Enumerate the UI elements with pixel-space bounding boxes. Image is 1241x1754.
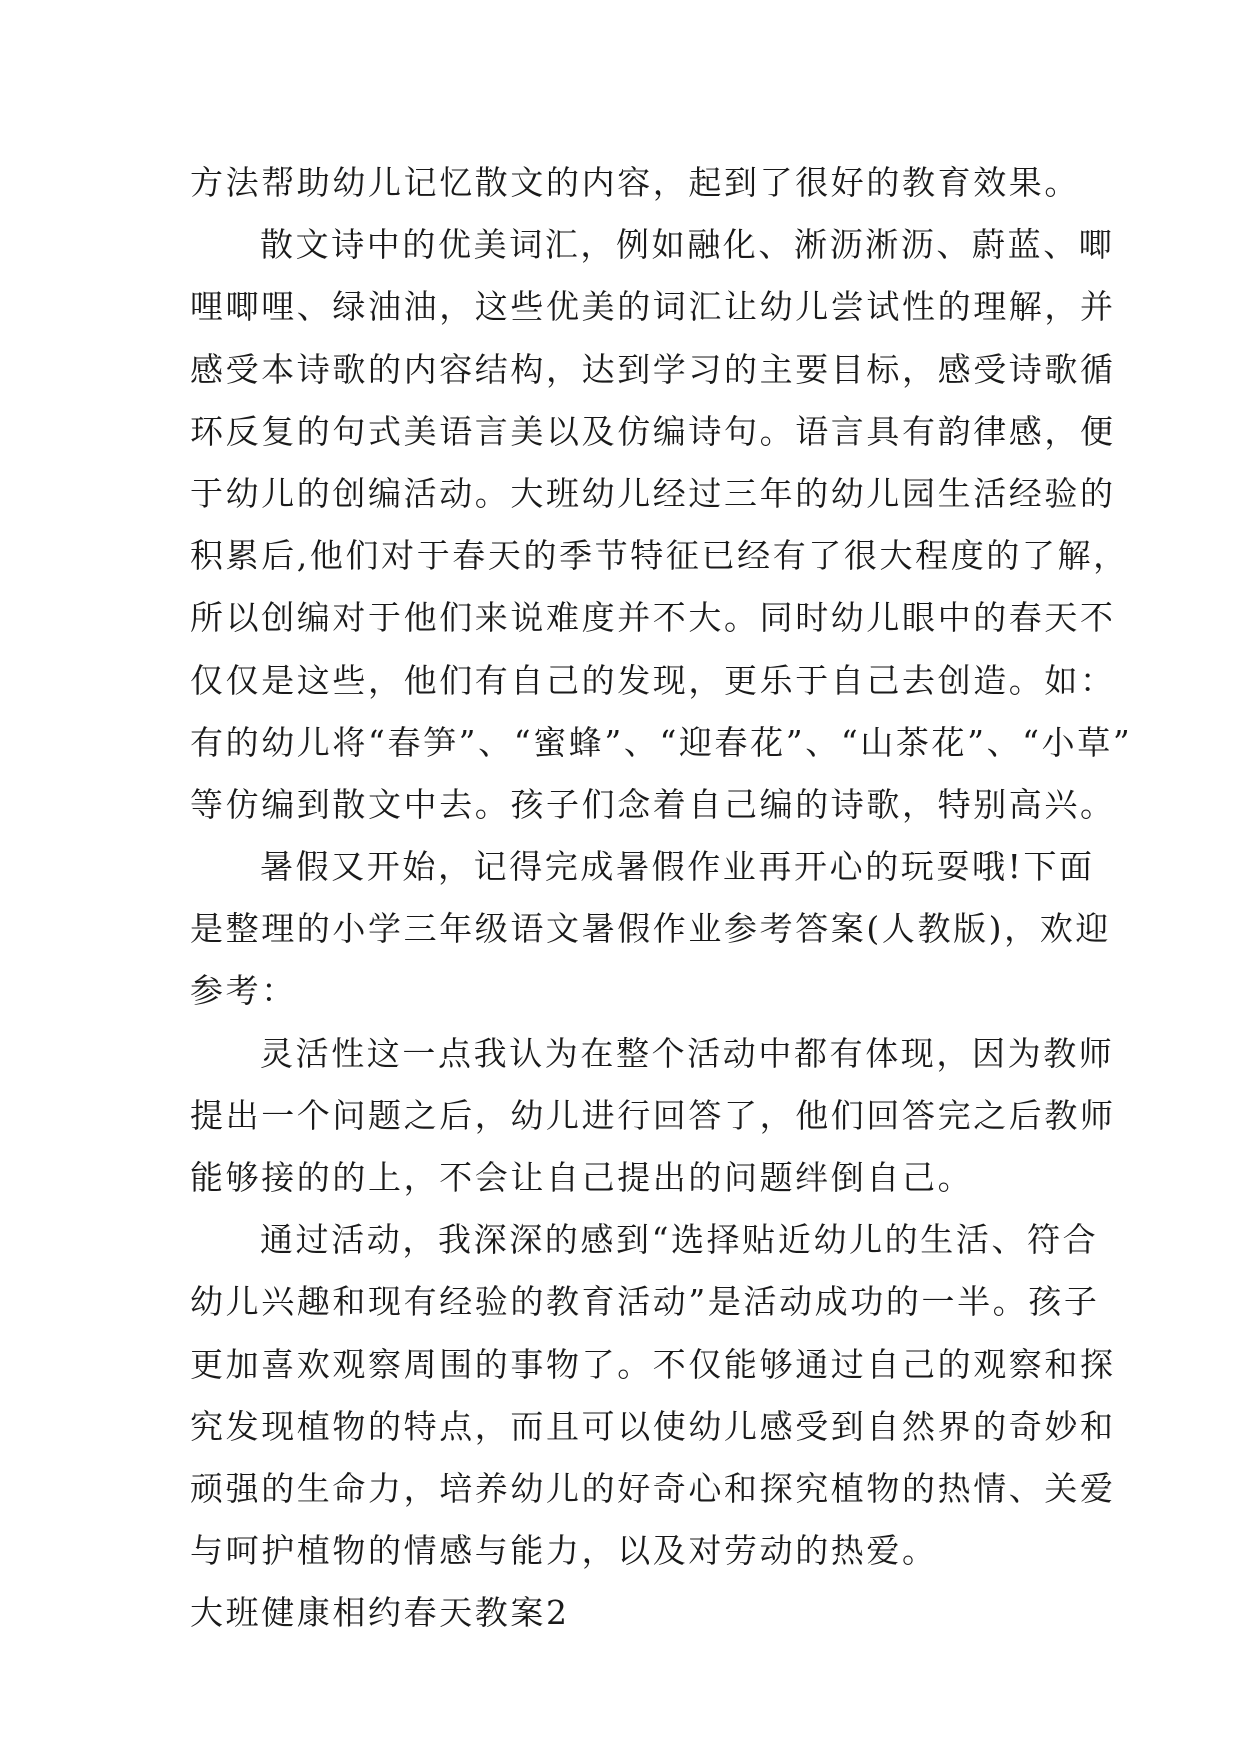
text-line: 与呵护植物的情感与能力，以及对劳动的热爱。 xyxy=(190,1531,938,1571)
text-line: 所以创编对于他们来说难度并不大。同时幼儿眼中的春天不 xyxy=(190,598,1116,638)
text-line: 感受本诗歌的内容结构，达到学习的主要目标，感受诗歌循 xyxy=(190,349,1116,389)
text-line: 是整理的小学三年级语文暑假作业参考答案(人教版)，欢迎 xyxy=(190,909,1111,949)
text-line: 能够接的的上，不会让自己提出的问题绊倒自己。 xyxy=(190,1158,974,1197)
text-line: 积累后,他们对于春天的季节特征已经有了很大程度的了解， xyxy=(190,536,1129,576)
text-line: 散文诗中的优美词汇，例如融化、淅沥淅沥、蔚蓝、唧 xyxy=(260,225,1115,265)
text-line: 灵活性这一点我认为在整个活动中都有体现，因为教师 xyxy=(260,1033,1115,1073)
text-line: 哩唧哩、绿油油，这些优美的词汇让幼儿尝试性的理解，并 xyxy=(190,287,1116,327)
body-text xyxy=(190,152,1133,1645)
text-line: 等仿编到散文中去。孩子们念着自己编的诗歌，特别高兴。 xyxy=(190,784,1116,824)
text-line: 更加喜欢观察周围的事物了。不仅能够通过自己的观察和探 xyxy=(190,1344,1116,1384)
text-line: 顽强的生命力，培养幼儿的好奇心和探究植物的热情、关爱 xyxy=(190,1468,1116,1508)
text-line: 方法帮助幼儿记忆散文的内容，起到了很好的教育效果。 xyxy=(190,163,1080,202)
section-heading: 大班健康相约春天教案2 xyxy=(190,1593,570,1633)
text-line: 究发现植物的特点，而且可以使幼儿感受到自然界的奇妙和 xyxy=(190,1406,1116,1446)
text-line: 于幼儿的创编活动。大班幼儿经过三年的幼儿园生活经验的 xyxy=(190,473,1116,513)
text-line: 暑假又开始，记得完成暑假作业再开心的玩耍哦!下面 xyxy=(260,847,1095,887)
text-line: 通过活动，我深深的感到“选择贴近幼儿的生活、符合 xyxy=(260,1220,1099,1260)
text-line: 有的幼儿将“春笋”、“蜜蜂”、“迎春花”、“山茶花”、“小草” xyxy=(190,722,1133,762)
text-line: 环反复的句式美语言美以及仿编诗句。语言具有韵律感，便 xyxy=(190,411,1116,451)
text-line: 提出一个问题之后，幼儿进行回答了，他们回答完之后教师 xyxy=(190,1095,1116,1135)
text-line: 幼儿兴趣和现有经验的教育活动”是活动成功的一半。孩子 xyxy=(190,1282,1100,1322)
text-line: 参考： xyxy=(190,971,297,1011)
text-line: 仅仅是这些，他们有自己的发现，更乐于自己去创造。如： xyxy=(190,660,1116,700)
